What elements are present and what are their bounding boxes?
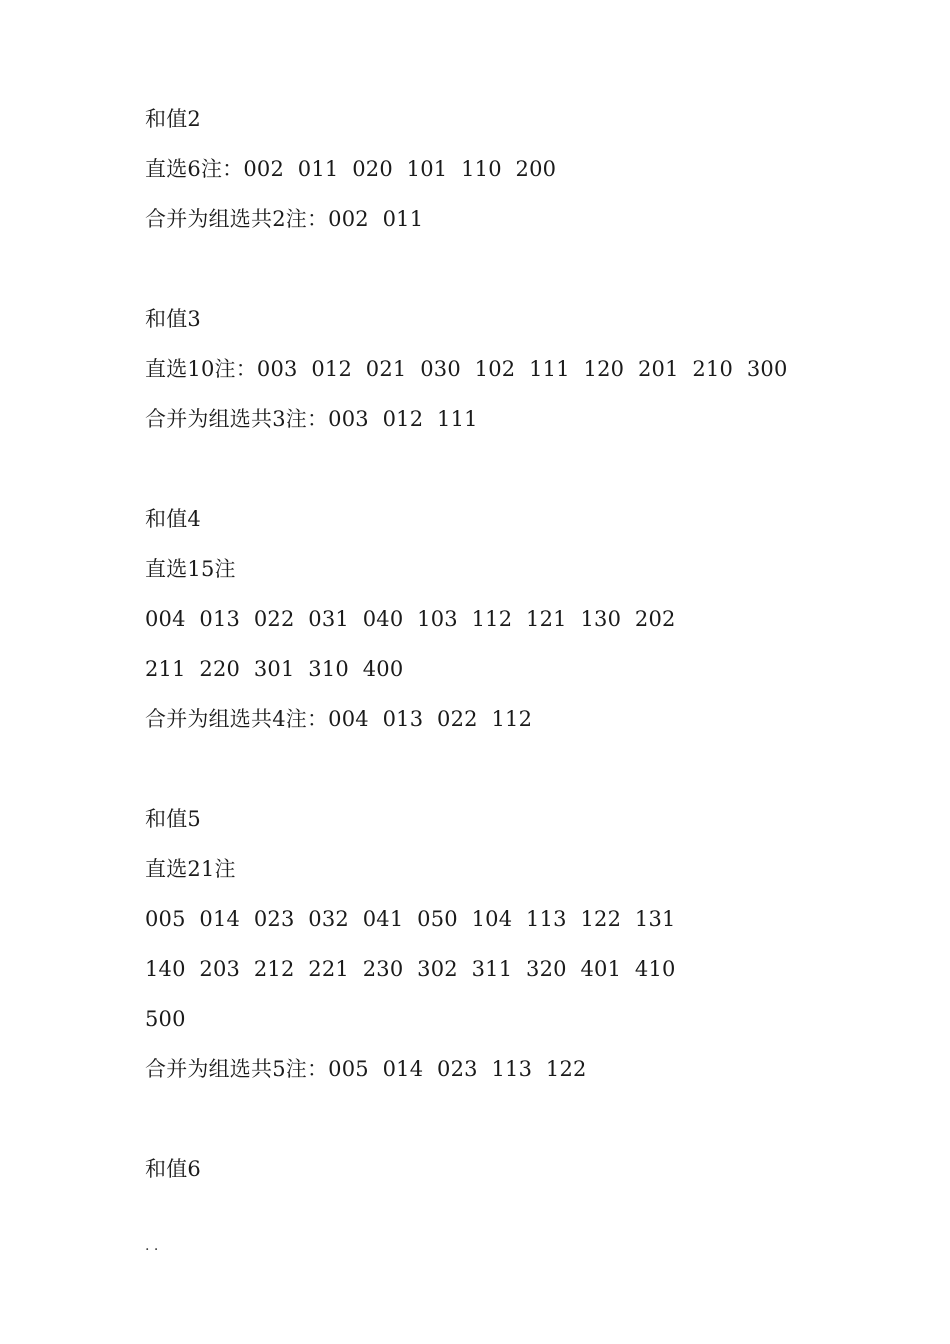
section-sum-5 <box>145 804 905 1104</box>
section-sum-3 <box>145 304 905 454</box>
section-sum-6 <box>145 1154 905 1204</box>
direct-selection-count: 直选15注 <box>145 557 236 581</box>
group-selection-line: 合并为组选共2注：002 011 <box>145 207 424 231</box>
section-sum-2 <box>145 104 905 254</box>
section-title: 和值4 <box>145 507 201 531</box>
number-list-line: 140 203 212 221 230 302 311 320 401 410 <box>145 957 676 981</box>
section-title: 和值2 <box>145 107 201 131</box>
number-list-line: 500 <box>145 1007 186 1031</box>
section-spacer <box>145 254 905 304</box>
number-list-line: 005 014 023 032 041 050 104 113 122 131 <box>145 907 676 931</box>
section-spacer <box>145 454 905 504</box>
document-body <box>145 104 905 1204</box>
group-selection-line: 合并为组选共5注：005 014 023 113 122 <box>145 1057 587 1081</box>
section-spacer <box>145 1104 905 1154</box>
number-list-line: 211 220 301 310 400 <box>145 657 404 681</box>
number-list-line: 004 013 022 031 040 103 112 121 130 202 <box>145 607 676 631</box>
direct-selection-line: 直选10注：003 012 021 030 102 111 120 201 210 300 <box>145 357 788 381</box>
section-title: 和值5 <box>145 807 201 831</box>
group-selection-line: 合并为组选共4注：004 013 022 112 <box>145 707 533 731</box>
section-spacer <box>145 754 905 804</box>
section-title: 和值6 <box>145 1157 201 1181</box>
page-footer-mark: . . <box>145 1238 159 1254</box>
direct-selection-line: 直选6注：002 011 020 101 110 200 <box>145 157 557 181</box>
section-title: 和值3 <box>145 307 201 331</box>
direct-selection-count: 直选21注 <box>145 857 236 881</box>
group-selection-line: 合并为组选共3注：003 012 111 <box>145 407 478 431</box>
section-sum-4 <box>145 504 905 754</box>
